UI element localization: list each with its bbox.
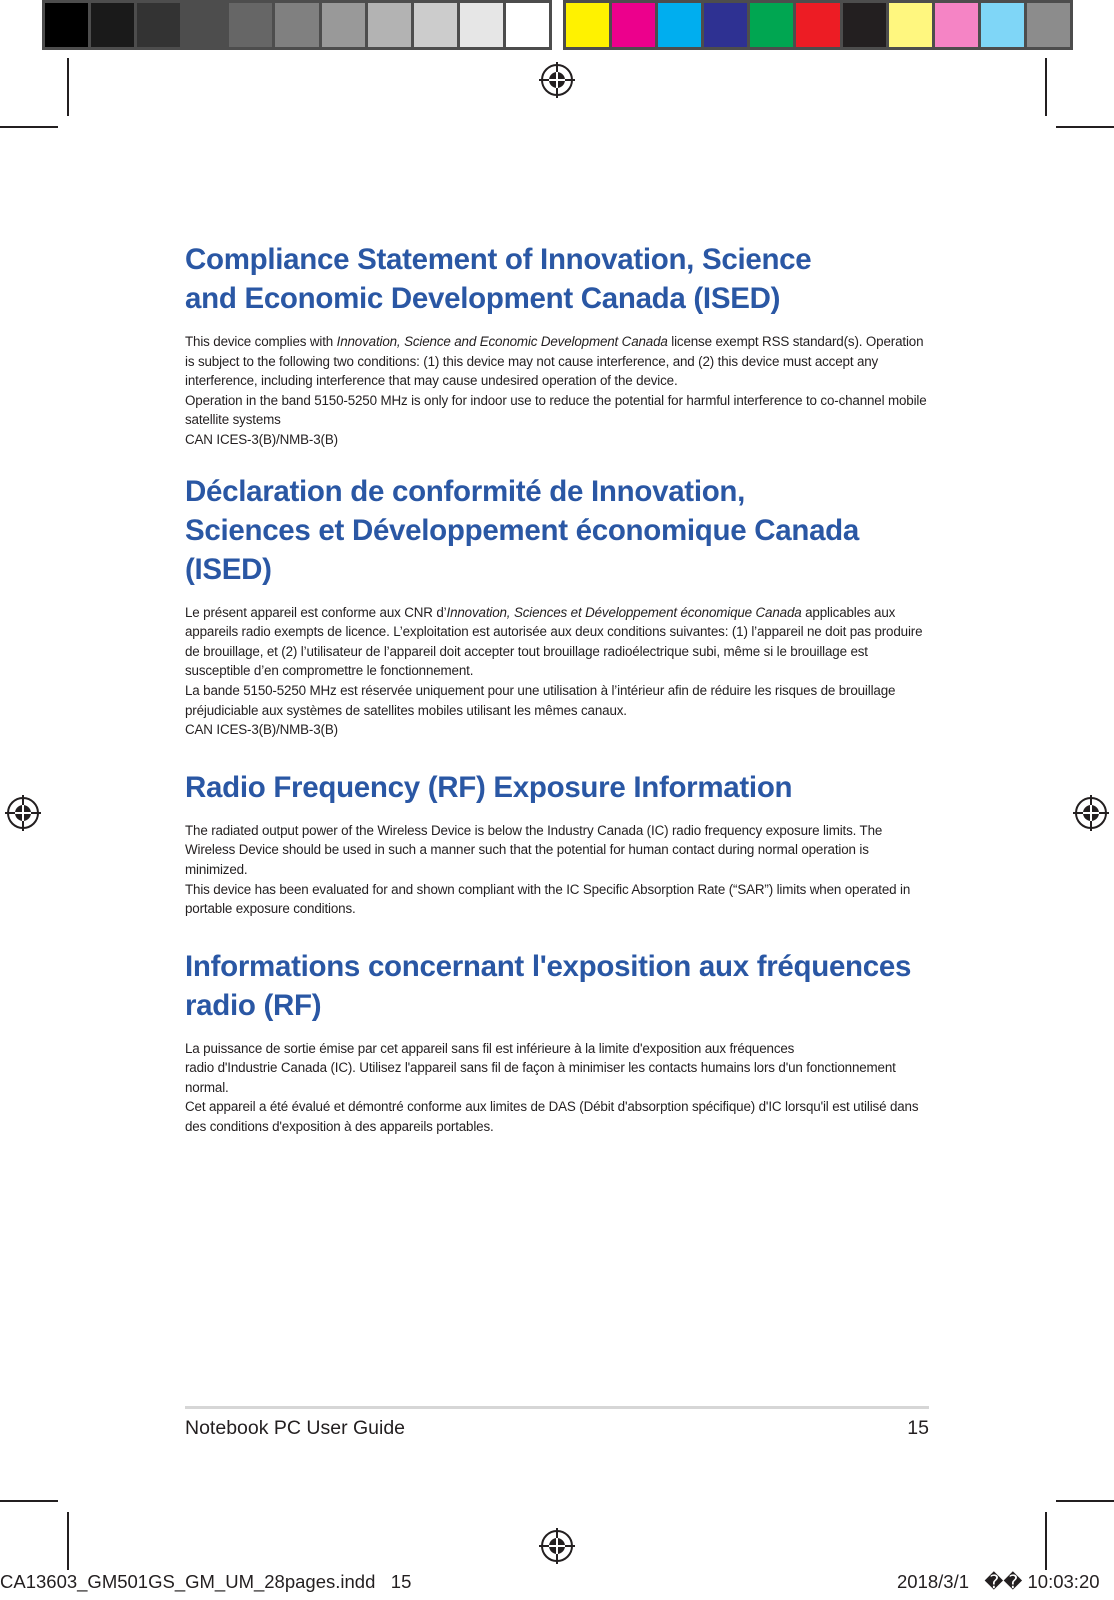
text-run: This device complies with bbox=[185, 334, 337, 349]
color-swatch bbox=[229, 3, 275, 47]
section-ised-declaration-fr bbox=[185, 472, 930, 740]
registration-mark-icon bbox=[539, 1528, 575, 1564]
color-swatch bbox=[275, 3, 321, 47]
paragraph: Operation in the band 5150-5250 MHz is only for indoor use to reduce the potential for harmful interference to co-channel mobile satellite systems bbox=[185, 392, 927, 428]
heading-line: (ISED) bbox=[185, 552, 272, 586]
section-heading bbox=[185, 947, 930, 1025]
color-swatch bbox=[414, 3, 460, 47]
heading-line: Sciences et Développement économique Canada bbox=[185, 513, 860, 547]
section-heading bbox=[185, 240, 930, 318]
paragraph: Cet appareil a été évalué et démontré conforme aux limites de DAS (Débit d'absorption spécifique) d'IC lorsqu'il est utilisé dans des conditions d'exposition à des appareils portables. bbox=[185, 1099, 919, 1135]
heading-line: radio (RF) bbox=[185, 988, 322, 1022]
footer-divider bbox=[185, 1406, 929, 1409]
section-rf-exposure bbox=[185, 768, 930, 919]
paragraph: This device has been evaluated for and shown compliant with the IC Specific Absorption Rate (“SAR”) limits when operated in portable exposure conditions. bbox=[185, 881, 911, 917]
heading-line: Informations concernant l'exposition aux fréquences bbox=[185, 949, 912, 983]
paragraph bbox=[185, 1039, 930, 1098]
color-swatch bbox=[612, 3, 658, 47]
crop-mark-bottom-left-horizontal bbox=[0, 1500, 58, 1502]
color-swatch bbox=[843, 3, 889, 47]
section-rf-exposure-fr bbox=[185, 947, 930, 1137]
italic-text-run: Innovation, Sciences et Développement économique Canada bbox=[446, 604, 802, 620]
color-swatch bbox=[981, 3, 1027, 47]
heading-line: Compliance Statement of Innovation, Science bbox=[185, 243, 812, 276]
registration-mark-icon bbox=[5, 795, 41, 831]
text-run: radio d'Industrie Canada (IC). Utilisez l'appareil sans fil de façon à minimiser les contacts humains lors d'un fonctionnement normal. bbox=[185, 1060, 896, 1095]
color-swatch bbox=[183, 3, 229, 47]
footer-title: Notebook PC User Guide bbox=[185, 1417, 406, 1439]
color-swatch bbox=[889, 3, 935, 47]
color-swatch bbox=[704, 3, 750, 47]
crop-mark-bottom-right-horizontal bbox=[1056, 1500, 1114, 1502]
color-swatch bbox=[45, 3, 91, 47]
crop-mark-bottom-right-vertical bbox=[1045, 1512, 1047, 1570]
color-swatch bbox=[796, 3, 842, 47]
paragraph bbox=[185, 332, 930, 391]
paragraph bbox=[185, 603, 930, 681]
color-swatch bbox=[658, 3, 704, 47]
color-swatch bbox=[506, 3, 549, 47]
text-run: license exempt RSS standard(s). Operation is subject to the following two conditions: (1) this device may not cause interference, and (2) this device must accept any interference, including interference that may cause undesired operation of the device. bbox=[185, 334, 924, 389]
crop-mark-bottom-left-vertical bbox=[67, 1512, 69, 1570]
color-swatch bbox=[322, 3, 368, 47]
grayscale-color-bar bbox=[42, 0, 552, 50]
process-color-bar bbox=[563, 0, 1073, 50]
section-heading bbox=[185, 472, 930, 589]
crop-mark-top-right-vertical bbox=[1045, 58, 1047, 116]
color-swatch bbox=[750, 3, 796, 47]
paragraph: CAN ICES-3(B)/NMB-3(B) bbox=[185, 722, 338, 738]
crop-mark-top-left-horizontal bbox=[0, 126, 58, 128]
heading-line: Radio Frequency (RF) Exposure Information bbox=[185, 770, 793, 804]
print-slug-datetime: 2018/3/1 �� 10:03:20 bbox=[897, 1571, 1100, 1592]
color-swatch bbox=[1027, 3, 1070, 47]
section-ised-compliance bbox=[185, 240, 930, 450]
heading-line: Déclaration de conformité de Innovation, bbox=[185, 474, 746, 508]
page-number: 15 bbox=[907, 1417, 929, 1439]
section-heading bbox=[185, 768, 930, 807]
registration-mark-icon bbox=[1073, 795, 1109, 831]
paragraph: La bande 5150-5250 MHz est réservée uniquement pour une utilisation à l’intérieur afin de réduire les risques de brouillage préjudiciable aux systèmes de satellites mobiles utilisant les mêmes canaux. bbox=[185, 682, 896, 718]
heading-line: and Economic Development Canada (ISED) bbox=[185, 282, 781, 315]
print-slug-filename: CA13603_GM501GS_GM_UM_28pages.indd 15 bbox=[0, 1571, 412, 1592]
paragraph: The radiated output power of the Wireless Device is below the Industry Canada (IC) radio frequency exposure limits. The Wireless Device should be used in such a manner such that the potential for human contact during normal operation is minimized. bbox=[185, 822, 883, 877]
color-swatch bbox=[368, 3, 414, 47]
paragraph: CAN ICES-3(B)/NMB-3(B) bbox=[185, 431, 338, 447]
text-run: La puissance de sortie émise par cet appareil sans fil est inférieure à la limite d'exposition aux fréquences bbox=[185, 1040, 795, 1056]
color-swatch bbox=[137, 3, 183, 47]
color-swatch bbox=[91, 3, 137, 47]
color-swatch bbox=[460, 3, 506, 47]
text-run: Le présent appareil est conforme aux CNR d’ bbox=[185, 604, 447, 620]
color-swatch bbox=[566, 3, 612, 47]
italic-text-run: Innovation, Science and Economic Development Canada bbox=[336, 334, 668, 349]
text-run: applicables aux appareils radio exempts de licence. L’exploitation est autorisée aux deux conditions suivantes: (1) l’appareil ne doit pas produire de brouillage, et (2) l’utilisateur de l’appareil doit accepter tout brouillage radioélectrique subi, même si le brouillage est susceptible d’en compromettre le fonctionnement. bbox=[185, 604, 923, 679]
crop-mark-top-left-vertical bbox=[67, 58, 69, 116]
registration-mark-icon bbox=[539, 62, 575, 98]
crop-mark-top-right-horizontal bbox=[1056, 126, 1114, 128]
color-swatch bbox=[935, 3, 981, 47]
document-body bbox=[185, 240, 930, 1159]
